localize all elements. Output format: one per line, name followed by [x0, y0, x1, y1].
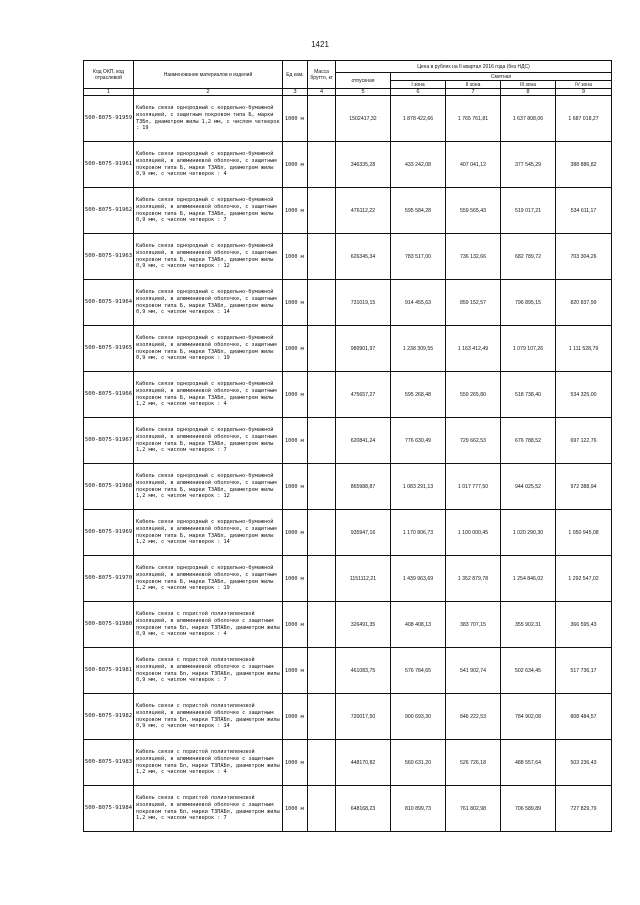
column-number: 9 — [556, 89, 612, 96]
zone-4-price: 1 111 528,79 — [556, 326, 612, 372]
item-mass — [308, 142, 336, 188]
item-name: Кабель связи однородный с кордельно-бумажной изоляцией, в алюминиевой оболочке, с защитным покровом типа Б, марки ТЗАБп, диаметром жилы 0,9 мм, с числом четверок : 14 — [134, 280, 283, 326]
zone-2-price: 383 707,15 — [446, 602, 501, 648]
zone-2-price: 559 565,43 — [446, 188, 501, 234]
item-name: Кабель связи с пористой полиэтиленовой изоляцией, в алюминиевой оболочке с защитным покровом типа Бп, марки ТЗПАБп, диаметром жилы 0,9 мм, с числом четверок : 7 — [134, 648, 283, 694]
header-unit: Ед изм. — [283, 61, 308, 89]
zone-4-price: 534 611,17 — [556, 188, 612, 234]
zone-4-price: 972 388,94 — [556, 464, 612, 510]
item-mass — [308, 188, 336, 234]
column-number: 7 — [446, 89, 501, 96]
zone-2-price: 846 222,53 — [446, 694, 501, 740]
item-code: 500-8075-91967 — [84, 418, 134, 464]
release-price: 448170,82 — [336, 740, 391, 786]
item-unit: 1000 м — [283, 418, 308, 464]
zone-1-price: 1 878 422,66 — [391, 96, 446, 142]
item-code: 500-8075-91961 — [84, 142, 134, 188]
release-price: 475657,27 — [336, 372, 391, 418]
release-price: 620841,24 — [336, 418, 391, 464]
item-name: Кабель связи однородный с кордельно-бумажной изоляцией, в алюминиевой оболочке, с защитным покровом типа Б, марки ТЗАБп, диаметром жилы 1,2 мм, с числом четверок : 12 — [134, 464, 283, 510]
table-row — [84, 786, 612, 832]
item-name: Кабель связи однородный с кордельно-бумажной изоляцией, в алюминиевой оболочке, с защитным покровом типа Б, марки ТЗАБп, диаметром жилы 0,9 мм, с числом четверок : 19 — [134, 326, 283, 372]
item-mass — [308, 280, 336, 326]
zone-4-price: 388 886,82 — [556, 142, 612, 188]
zone-1-price: 560 631,20 — [391, 740, 446, 786]
release-price: 346335,28 — [336, 142, 391, 188]
item-name: Кабель связи однородный с кордельно-бумажной изоляцией, в алюминиевой оболочке, с защитным покровом типа Б, марки ТЗАБп, диаметром жилы 1,2 мм, с числом четверок : 14 — [134, 510, 283, 556]
table-row — [84, 188, 612, 234]
zone-4-price: 808 484,57 — [556, 694, 612, 740]
column-number: 3 — [283, 89, 308, 96]
zone-2-price: 736 132,66 — [446, 234, 501, 280]
header-zone-3: III зона — [501, 81, 556, 89]
zone-4-price: 697 122,76 — [556, 418, 612, 464]
zone-3-price: 1 079 107,26 — [501, 326, 556, 372]
table-row — [84, 142, 612, 188]
zone-4-price: 534 325,00 — [556, 372, 612, 418]
item-unit: 1000 м — [283, 510, 308, 556]
table-row — [84, 556, 612, 602]
header-name: Наименование материалов и изделий — [134, 61, 283, 89]
zone-4-price: 820 837,99 — [556, 280, 612, 326]
zone-2-price: 1 352 879,78 — [446, 556, 501, 602]
zone-3-price: 518 738,40 — [501, 372, 556, 418]
table-row — [84, 96, 612, 142]
header-zone-4: IV зона — [556, 81, 612, 89]
column-number: 4 — [308, 89, 336, 96]
item-unit: 1000 м — [283, 694, 308, 740]
column-number: 2 — [134, 89, 283, 96]
item-unit: 1000 м — [283, 602, 308, 648]
item-code: 500-8075-91966 — [84, 372, 134, 418]
table-row — [84, 694, 612, 740]
item-unit: 1000 м — [283, 648, 308, 694]
item-name: Кабель связи однородный с кордельно-бумажной изоляцией, в алюминиевой оболочке, с защитным покровом типа Б, марки ТЗАБп, диаметром жилы 0,9 мм, с числом четверок : 7 — [134, 188, 283, 234]
zone-3-price: 676 788,52 — [501, 418, 556, 464]
zone-3-price: 502 634,45 — [501, 648, 556, 694]
item-code: 500-8075-91984 — [84, 786, 134, 832]
item-mass — [308, 694, 336, 740]
item-mass — [308, 510, 336, 556]
zone-3-price: 1 020 290,30 — [501, 510, 556, 556]
table-row — [84, 418, 612, 464]
zone-3-price: 944 025,52 — [501, 464, 556, 510]
item-code: 500-8075-91980 — [84, 602, 134, 648]
zone-3-price: 1 637 808,06 — [501, 96, 556, 142]
table-row — [84, 280, 612, 326]
zone-3-price: 488 557,64 — [501, 740, 556, 786]
item-mass — [308, 418, 336, 464]
item-code: 500-8075-91963 — [84, 234, 134, 280]
column-number: 8 — [501, 89, 556, 96]
item-name: Кабель связи с пористой полиэтиленовой изоляцией, в алюминиевой оболочке с защитным покровом типа Бп, марки ТЗПАБп, диаметром жилы 0,9 мм, с числом четверок : 4 — [134, 602, 283, 648]
release-price: 648168,23 — [336, 786, 391, 832]
column-number-row — [84, 89, 612, 96]
page-number: 1421 — [311, 40, 329, 49]
item-mass — [308, 464, 336, 510]
item-code: 500-8075-91969 — [84, 510, 134, 556]
zone-4-price: 1 050 945,08 — [556, 510, 612, 556]
item-unit: 1000 м — [283, 142, 308, 188]
item-mass — [308, 648, 336, 694]
zone-1-price: 914 455,63 — [391, 280, 446, 326]
header-zone-1: I зона — [391, 81, 446, 89]
table-row — [84, 648, 612, 694]
zone-4-price: 503 236,43 — [556, 740, 612, 786]
item-mass — [308, 326, 336, 372]
release-price: 626345,34 — [336, 234, 391, 280]
column-number: 5 — [336, 89, 391, 96]
item-unit: 1000 м — [283, 464, 308, 510]
release-price: 326491,35 — [336, 602, 391, 648]
zone-1-price: 576 784,65 — [391, 648, 446, 694]
zone-3-price: 519 017,21 — [501, 188, 556, 234]
table-row — [84, 326, 612, 372]
item-unit: 1000 м — [283, 326, 308, 372]
zone-1-price: 595 268,48 — [391, 372, 446, 418]
header-estimate: Сметная — [391, 73, 612, 81]
release-price: 989901,97 — [336, 326, 391, 372]
zone-3-price: 377 545,29 — [501, 142, 556, 188]
release-price: 461083,75 — [336, 648, 391, 694]
zone-2-price: 526 726,18 — [446, 740, 501, 786]
item-unit: 1000 м — [283, 740, 308, 786]
zone-3-price: 355 902,31 — [501, 602, 556, 648]
release-price: 1151112,21 — [336, 556, 391, 602]
item-unit: 1000 м — [283, 234, 308, 280]
table-row — [84, 740, 612, 786]
item-name: Кабель связи однородный с кордельно-бумажной изоляцией, в алюминиевой оболочке, с защитным покровом типа Б, марки ТЗАБп, диаметром жилы 0,9 мм, с числом четверок : 12 — [134, 234, 283, 280]
table-row — [84, 234, 612, 280]
item-unit: 1000 м — [283, 280, 308, 326]
item-mass — [308, 602, 336, 648]
zone-2-price: 1 765 761,81 — [446, 96, 501, 142]
item-mass — [308, 556, 336, 602]
header-code: Код ОКП, код отраслевой — [84, 61, 134, 89]
zone-1-price: 776 630,49 — [391, 418, 446, 464]
release-price: 865988,87 — [336, 464, 391, 510]
zone-2-price: 1 100 000,45 — [446, 510, 501, 556]
item-mass — [308, 372, 336, 418]
release-price: 935947,16 — [336, 510, 391, 556]
table-row — [84, 510, 612, 556]
item-code: 500-8075-91981 — [84, 648, 134, 694]
item-unit: 1000 м — [283, 96, 308, 142]
item-name: Кабель связи с пористой полиэтиленовой изоляцией, в алюминиевой оболочке с защитным покровом типа Бп, марки ТЗПАБп, диаметром жилы 1,2 мм, с числом четверок : 4 — [134, 740, 283, 786]
table-row — [84, 602, 612, 648]
header-price-title: Цена в рублях на II квартал 2016 года (без НДС) — [336, 61, 612, 73]
item-code: 500-8075-91962 — [84, 188, 134, 234]
zone-2-price: 1 163 412,49 — [446, 326, 501, 372]
zone-2-price: 559 265,80 — [446, 372, 501, 418]
header-mass: Масса брутто, кг — [308, 61, 336, 89]
item-name: Кабель связи с пористой полиэтиленовой изоляцией, в алюминиевой оболочке с защитным покровом типа Бп, марки ТЗПАБп, диаметром жилы 1,2 мм, с числом четверок : 7 — [134, 786, 283, 832]
zone-1-price: 1 238 309,55 — [391, 326, 446, 372]
zone-1-price: 433 242,08 — [391, 142, 446, 188]
zone-1-price: 900 693,30 — [391, 694, 446, 740]
zone-2-price: 541 902,74 — [446, 648, 501, 694]
column-number: 6 — [391, 89, 446, 96]
zone-2-price: 407 041,12 — [446, 142, 501, 188]
release-price: 1502417,32 — [336, 96, 391, 142]
release-price: 731019,15 — [336, 280, 391, 326]
zone-3-price: 706 589,89 — [501, 786, 556, 832]
item-code: 500-8075-91965 — [84, 326, 134, 372]
zone-1-price: 408 408,13 — [391, 602, 446, 648]
header-release: отпускная — [336, 73, 391, 89]
zone-4-price: 1 687 018,27 — [556, 96, 612, 142]
item-unit: 1000 м — [283, 786, 308, 832]
item-name: Кабель связи однородный с кордельно-бумажной изоляцией, в алюминиевой оболочке, с защитным покровом типа Б, марки ТЗАБп, диаметром жилы 1,2 мм, с числом четверок : 7 — [134, 418, 283, 464]
zone-1-price: 1 439 963,69 — [391, 556, 446, 602]
zone-2-price: 729 662,53 — [446, 418, 501, 464]
item-code: 500-8075-91959 — [84, 96, 134, 142]
item-name: Кабель связи однородный с кордельно-бумажной изоляцией, в алюминиевой оболочке, с защитным покровом типа Б, марки ТЗАБп, диаметром жилы 1,2 мм, с числом четверок : 19 — [134, 556, 283, 602]
table-row — [84, 372, 612, 418]
zone-3-price: 796 895,15 — [501, 280, 556, 326]
zone-4-price: 366 595,43 — [556, 602, 612, 648]
zone-1-price: 783 517,00 — [391, 234, 446, 280]
item-unit: 1000 м — [283, 556, 308, 602]
item-name: Кабель связи однородный с кордельно-бумажной изоляцией, в алюминиевой оболочке, с защитным покровом типа Б, марки ТЗАБп, диаметром жилы 0,9 мм, с числом четверок : 4 — [134, 142, 283, 188]
zone-1-price: 810 899,73 — [391, 786, 446, 832]
zone-1-price: 1 170 806,73 — [391, 510, 446, 556]
item-mass — [308, 96, 336, 142]
zone-3-price: 784 902,08 — [501, 694, 556, 740]
item-name: Кабель связи однородный с кордельно-бумажной изоляцией, с защитным покровом типа Б, марки ТЗБп, диаметром жилы 1,2 мм, с числом четверок : 19 — [134, 96, 283, 142]
item-unit: 1000 м — [283, 188, 308, 234]
zone-1-price: 595 584,28 — [391, 188, 446, 234]
item-code: 500-8075-91968 — [84, 464, 134, 510]
item-code: 500-8075-91964 — [84, 280, 134, 326]
zone-2-price: 1 017 777,50 — [446, 464, 501, 510]
item-unit: 1000 м — [283, 372, 308, 418]
zone-2-price: 761 802,98 — [446, 786, 501, 832]
zone-4-price: 1 292 547,02 — [556, 556, 612, 602]
zone-4-price: 703 304,26 — [556, 234, 612, 280]
item-mass — [308, 786, 336, 832]
header-zone-2: II зона — [446, 81, 501, 89]
column-number: 1 — [84, 89, 134, 96]
zone-3-price: 1 254 846,02 — [501, 556, 556, 602]
zone-1-price: 1 083 291,13 — [391, 464, 446, 510]
item-code: 500-8075-91982 — [84, 694, 134, 740]
zone-3-price: 682 789,72 — [501, 234, 556, 280]
item-name: Кабель связи с пористой полиэтиленовой изоляцией, в алюминиевой оболочке с защитным покровом типа Бп, марки ТЗПАБп, диаметром жилы 0,9 мм, с числом четверок : 14 — [134, 694, 283, 740]
price-table — [83, 60, 612, 832]
item-mass — [308, 234, 336, 280]
item-code: 500-8075-91983 — [84, 740, 134, 786]
zone-2-price: 859 152,57 — [446, 280, 501, 326]
table-row — [84, 464, 612, 510]
zone-4-price: 517 736,17 — [556, 648, 612, 694]
zone-4-price: 727 829,79 — [556, 786, 612, 832]
release-price: 720017,50 — [336, 694, 391, 740]
release-price: 476112,22 — [336, 188, 391, 234]
item-name: Кабель связи однородный с кордельно-бумажной изоляцией, в алюминиевой оболочке, с защитным покровом типа Б, марки ТЗАБп, диаметром жилы 1,2 мм, с числом четверок : 4 — [134, 372, 283, 418]
item-mass — [308, 740, 336, 786]
item-code: 500-8075-91970 — [84, 556, 134, 602]
